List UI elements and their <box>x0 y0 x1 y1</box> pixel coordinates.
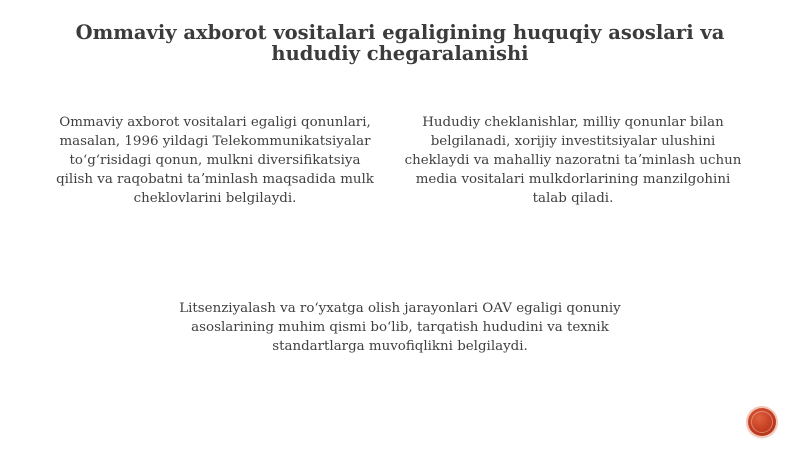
text-block-left: Ommaviy axborot vositalari egaligi qonunlari, masalan, 1996 yildagi Telekommunikatsiyalar toʻgʻrisidagi qonun, mulkni diversifikatsiya qilish va raqobatni taʼminlash maqsadida mulk cheklovlarini belgilaydi. <box>56 115 374 206</box>
circle-nav-icon <box>751 411 773 433</box>
slide-title: Ommaviy axborot vositalari egaligining huquqiy asoslari va hududiy chegaralanishi <box>75 21 725 65</box>
slide-nav-button[interactable] <box>748 408 776 436</box>
text-block-bottom: Litsenziyalash va roʻyxatga olish jarayonlari OAV egaligi qonuniy asoslarining muhim qismi boʻlib, tarqatish hududini va texnik standartlarga muvofiqlikni belgilaydi. <box>179 301 621 354</box>
text-block-right: Hududiy cheklanishlar, milliy qonunlar bilan belgilanadi, xorijiy investitsiyalar ulushini cheklaydi va mahalliy nazoratni taʼminlash uchun media vositalari mulkdorlarining manzilgohini talab qiladi. <box>404 115 742 206</box>
